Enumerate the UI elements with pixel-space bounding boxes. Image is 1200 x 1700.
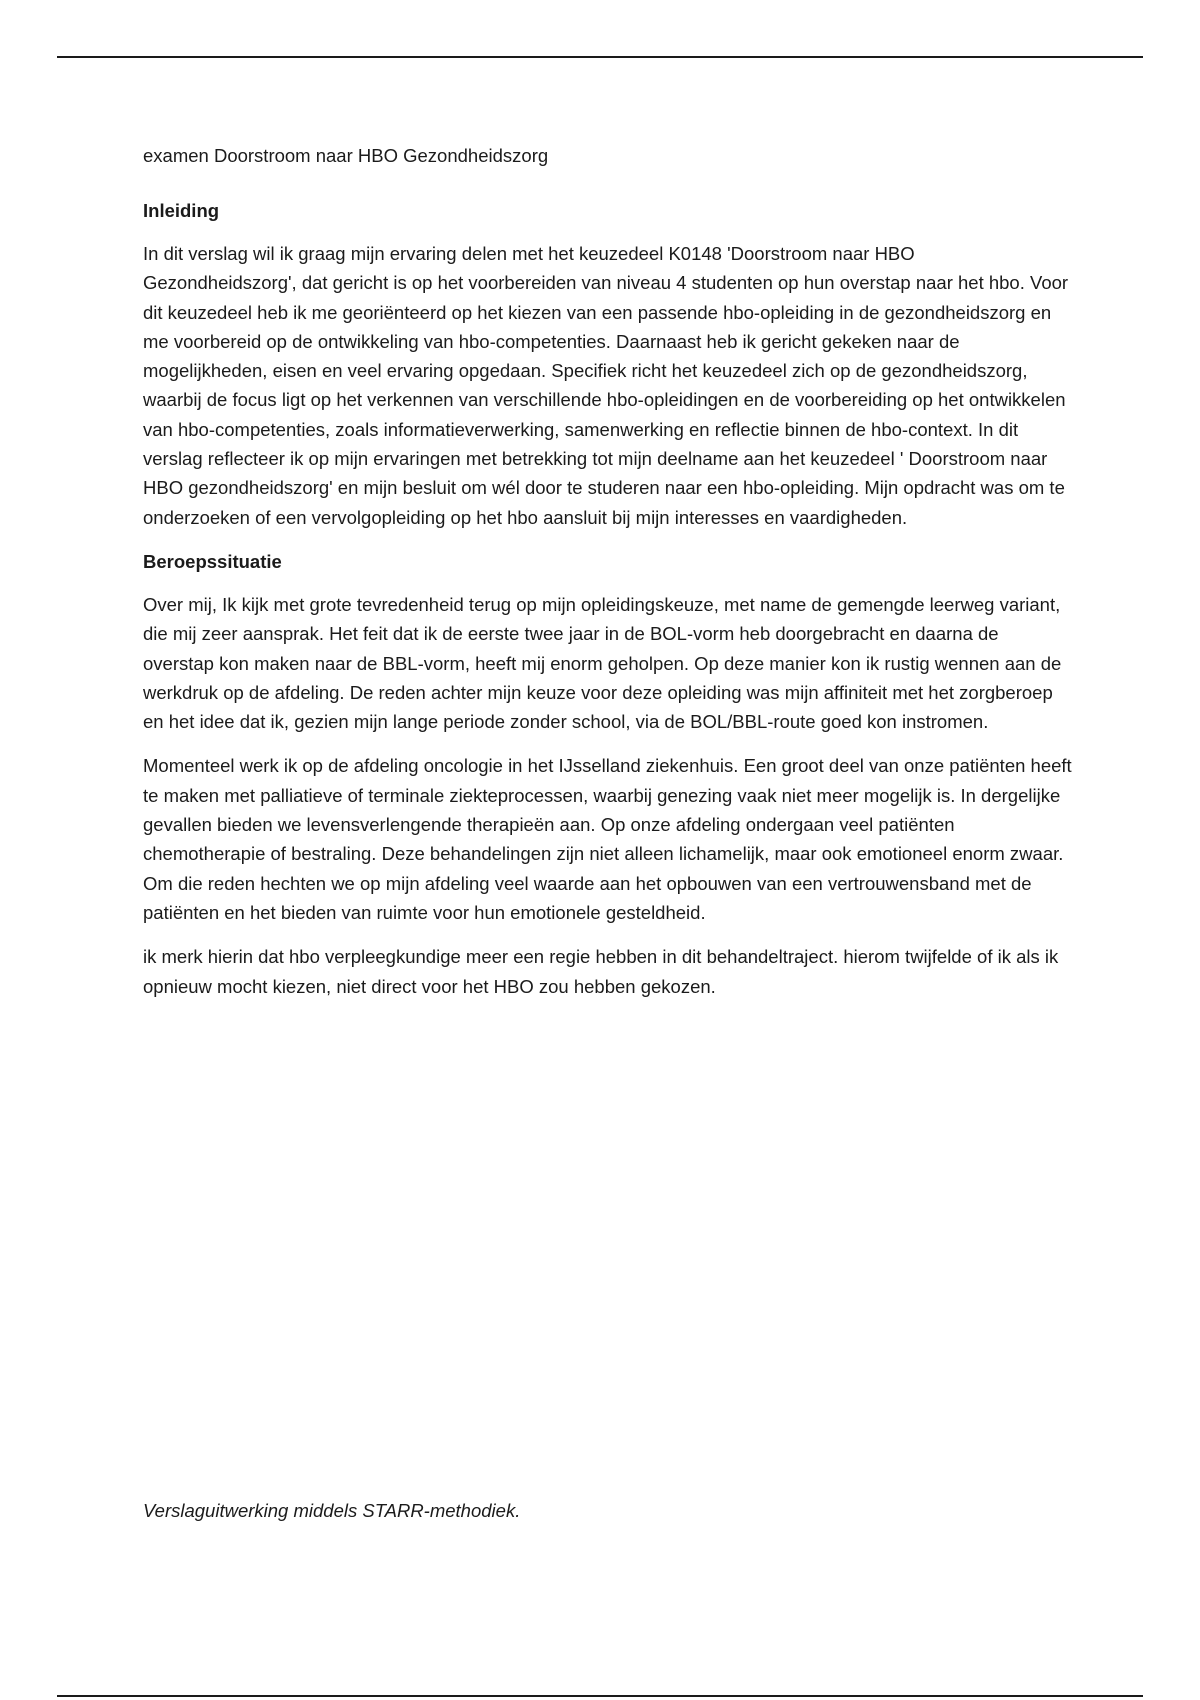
document-title: examen Doorstroom naar HBO Gezondheidszorg xyxy=(143,145,549,166)
paragraph-inleiding: In dit verslag wil ik graag mijn ervaring delen met het keuzedeel K0148 'Doorstroom naar HBO Gezondheidszorg', dat gericht is op het voorbereiden van niveau 4 studenten op hun overstap naar het hbo. Voor dit keuzedeel heb ik me georiënteerd op het kiezen van een passende hbo-opleiding in de gezondheidszorg en me voorbereid op de ontwikkeling van hbo-competenties. Daarnaast heb ik gericht gekeken naar de mogelijkheden, eisen en veel ervaring opgedaan. Specifiek richt het keuzedeel zich op de gezondheidszorg, waarbij de focus ligt op het verkennen van verschillende hbo-opleidingen en de voorbereiding op het ontwikkelen van hbo-competenties, zoals informatieverwerking, samenwerking en reflectie binnen de hbo-context. In dit verslag reflecteer ik op mijn ervaringen met betrekking tot mijn deelname aan het keuzedeel ' Doorstroom naar HBO gezondheidszorg' en mijn besluit om wél door te studeren naar een hbo-opleiding. Mijn opdracht was om te onderzoeken of een vervolgopleiding op het hbo aansluit bij mijn interesses en vaardigheden. xyxy=(143,243,1069,528)
top-rule xyxy=(57,56,1143,58)
heading-inleiding: Inleiding xyxy=(143,200,220,221)
paragraph-over-mij: Over mij, Ik kijk met grote tevredenheid terug op mijn opleidingskeuze, met name de gemengde leerweg variant, die mij zeer aansprak. Het feit dat ik de eerste twee jaar in de BOL-vorm heb doorgebracht en daarna de overstap kon maken naar de BBL-vorm, heeft mij enorm geholpen. Op deze manier kon ik rustig wennen aan de werkdruk op de afdeling. De reden achter mijn keuze voor deze opleiding was mijn affiniteit met het zorgberoep en het idee dat ik, gezien mijn lange periode zonder school, via de BOL/BBL-route goed kon instromen. xyxy=(143,593,1062,733)
bottom-rule xyxy=(57,1695,1143,1697)
paragraph-oncologie: Momenteel werk ik op de afdeling oncologie in het IJsselland ziekenhuis. Een groot deel van onze patiënten heeft te maken met palliatieve of terminale ziekteprocessen, waarbij genezing vaak niet meer mogelijk is. In dergelijke gevallen bieden we levensverlengende therapieën aan. Op onze afdeling ondergaan veel patiënten chemotherapie of bestraling. Deze behandelingen zijn niet alleen lichamelijk, maar ook emotioneel enorm zwaar. Om die reden hechten we op mijn afdeling veel waarde aan het opbouwen van een vertrouwensband met de patiënten en het bieden van ruimte voor hun emotionele gesteldheid. xyxy=(143,755,1072,923)
document-body xyxy=(143,141,1073,1016)
heading-beroepssituatie: Beroepssituatie xyxy=(143,550,282,572)
footer-note: Verslaguitwerking middels STARR-methodiek. xyxy=(143,1500,521,1521)
paragraph-hbo-regie: ik merk hierin dat hbo verpleegkundige meer een regie hebben in dit behandeltraject. hierom twijfelde of ik als ik opnieuw mocht kiezen, niet direct voor het HBO zou hebben gekozen. xyxy=(143,946,1059,997)
